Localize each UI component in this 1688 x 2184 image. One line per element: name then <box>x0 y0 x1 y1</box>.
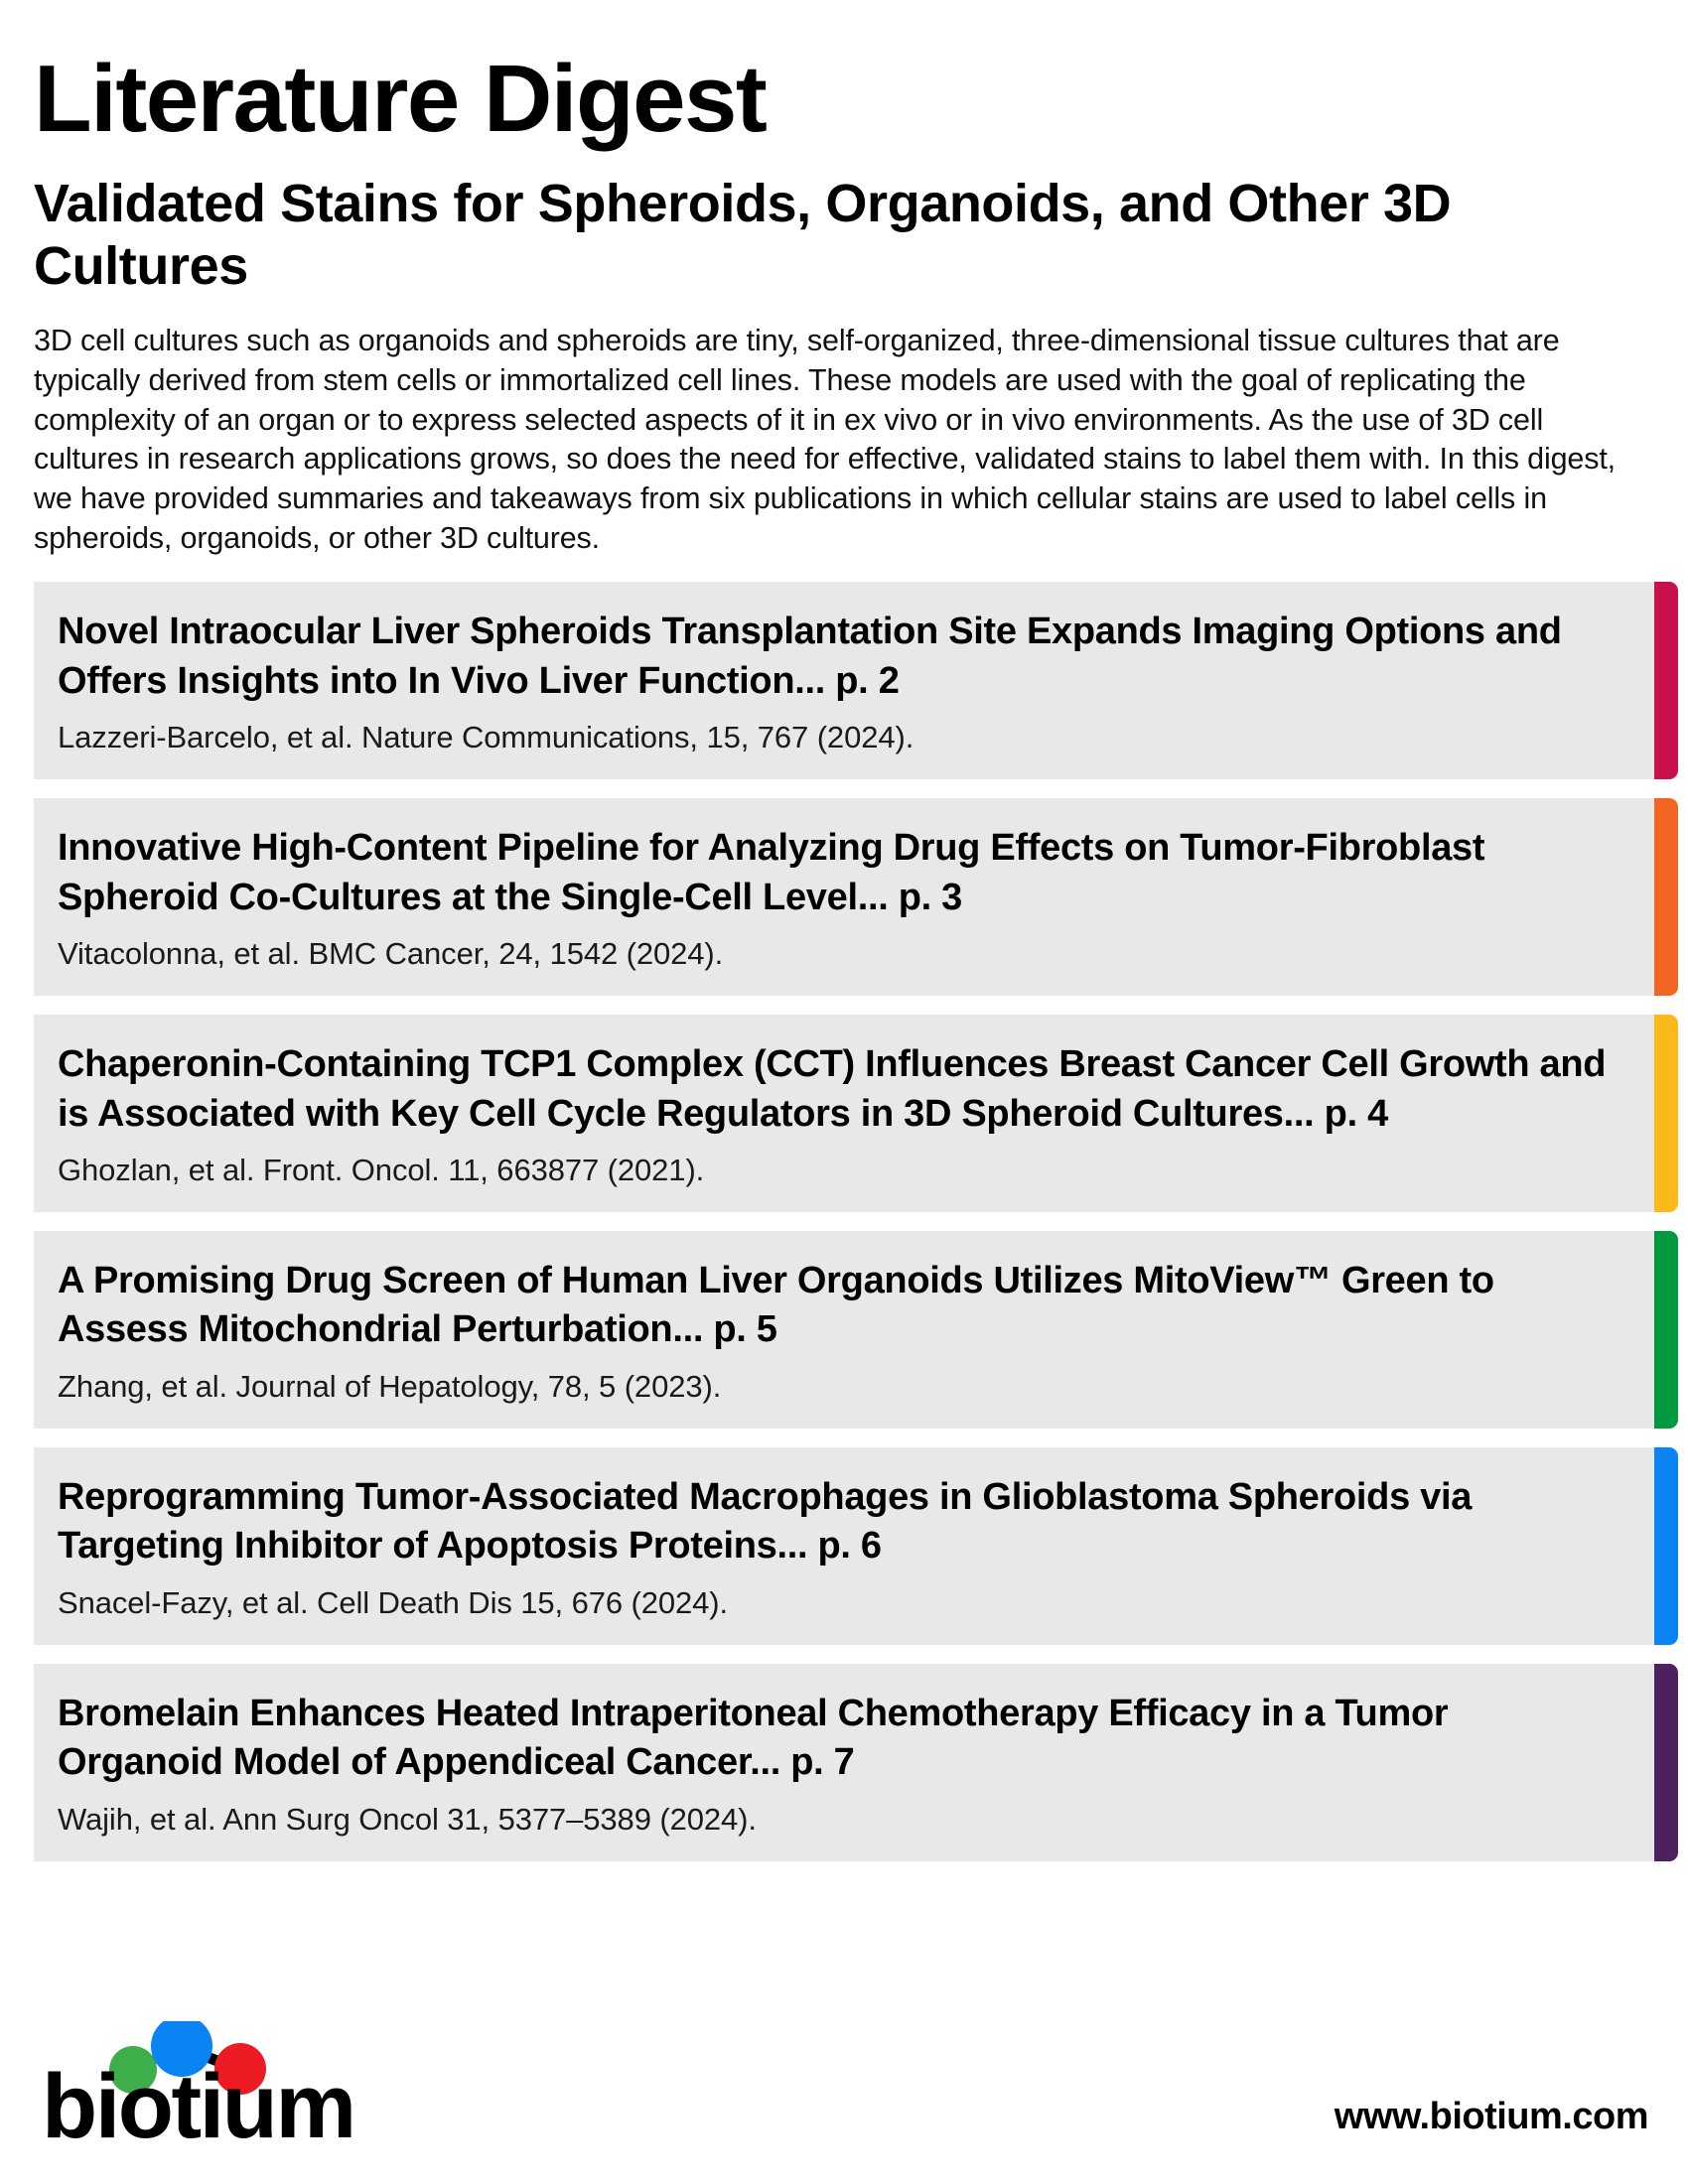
article-citation: Zhang, et al. Journal of Hepatology, 78, 5 (2023). <box>58 1368 722 1404</box>
accent-bar <box>1654 1231 1678 1429</box>
article-title[interactable]: A Promising Drug Screen of Human Liver Organoids Utilizes MitoView™ Green to Assess Mitochondrial Perturbation... p. 5 <box>58 1260 1494 1351</box>
masthead <box>34 0 1654 558</box>
accent-bar <box>1654 1447 1678 1645</box>
article-card[interactable] <box>34 1015 1654 1212</box>
intro-paragraph: 3D cell cultures such as organoids and spheroids are tiny, self-organized, three-dimensional tissue cultures that are typically derived from stem cells or immortalized cell lines. These models are used with the goal of replicating the complexity of an organ or to express selected aspects of it in ex vivo or in vivo environments. As the use of 3D cell cultures in research applications grows, so does the need for effective, validated stains to label them with. In this digest, we have provided summaries and takeaways from six publications in which cellular stains are used to label cells in spheroids, organoids, or other 3D cultures. <box>34 324 1616 555</box>
biotium-logo[interactable] <box>42 2021 369 2157</box>
article-list <box>34 582 1654 1861</box>
article-title[interactable]: Novel Intraocular Liver Spheroids Transplantation Site Expands Imaging Options and Offers Insights into In Vivo Liver Function... p. 2 <box>58 611 1562 702</box>
article-citation: Snacel-Fazy, et al. Cell Death Dis 15, 676 (2024). <box>58 1584 729 1620</box>
accent-bar <box>1654 1664 1678 1861</box>
page-title: Literature Digest <box>34 46 767 152</box>
footer <box>34 2015 1654 2157</box>
article-card[interactable] <box>34 1664 1654 1861</box>
article-citation: Ghozlan, et al. Front. Oncol. 11, 663877 (2021). <box>58 1152 705 1187</box>
article-title[interactable]: Reprogramming Tumor-Associated Macrophages in Glioblastoma Spheroids via Targeting Inhibitor of Apoptosis Proteins... p. 6 <box>58 1476 1473 1568</box>
article-citation: Vitacolonna, et al. BMC Cancer, 24, 1542 (2024). <box>58 935 724 971</box>
article-title[interactable]: Bromelain Enhances Heated Intraperitoneal Chemotherapy Efficacy in a Tumor Organoid Model of Appendiceal Cancer... p. 7 <box>58 1693 1449 1784</box>
site-url[interactable]: www.biotium.com <box>1334 2096 1648 2137</box>
page-subtitle: Validated Stains for Spheroids, Organoids, and Other 3D Cultures <box>34 174 1452 297</box>
article-card[interactable] <box>34 582 1654 779</box>
accent-bar <box>1654 1015 1678 1212</box>
accent-bar <box>1654 798 1678 996</box>
article-title[interactable]: Chaperonin-Containing TCP1 Complex (CCT) Influences Breast Cancer Cell Growth and is Associated with Key Cell Cycle Regulators in 3D Spheroid Cultures... p. 4 <box>58 1043 1607 1135</box>
article-card[interactable] <box>34 798 1654 996</box>
article-card[interactable] <box>34 1231 1654 1429</box>
article-card[interactable] <box>34 1447 1654 1645</box>
article-title[interactable]: Innovative High-Content Pipeline for Analyzing Drug Effects on Tumor-Fibroblast Spheroid Co-Cultures at the Single-Cell Level... p. 3 <box>58 827 1485 918</box>
article-citation: Lazzeri-Barcelo, et al. Nature Communications, 15, 767 (2024). <box>58 719 914 754</box>
logo-wordmark: biotium <box>42 2056 354 2157</box>
article-citation: Wajih, et al. Ann Surg Oncol 31, 5377–5389 (2024). <box>58 1801 757 1837</box>
accent-bar <box>1654 582 1678 779</box>
